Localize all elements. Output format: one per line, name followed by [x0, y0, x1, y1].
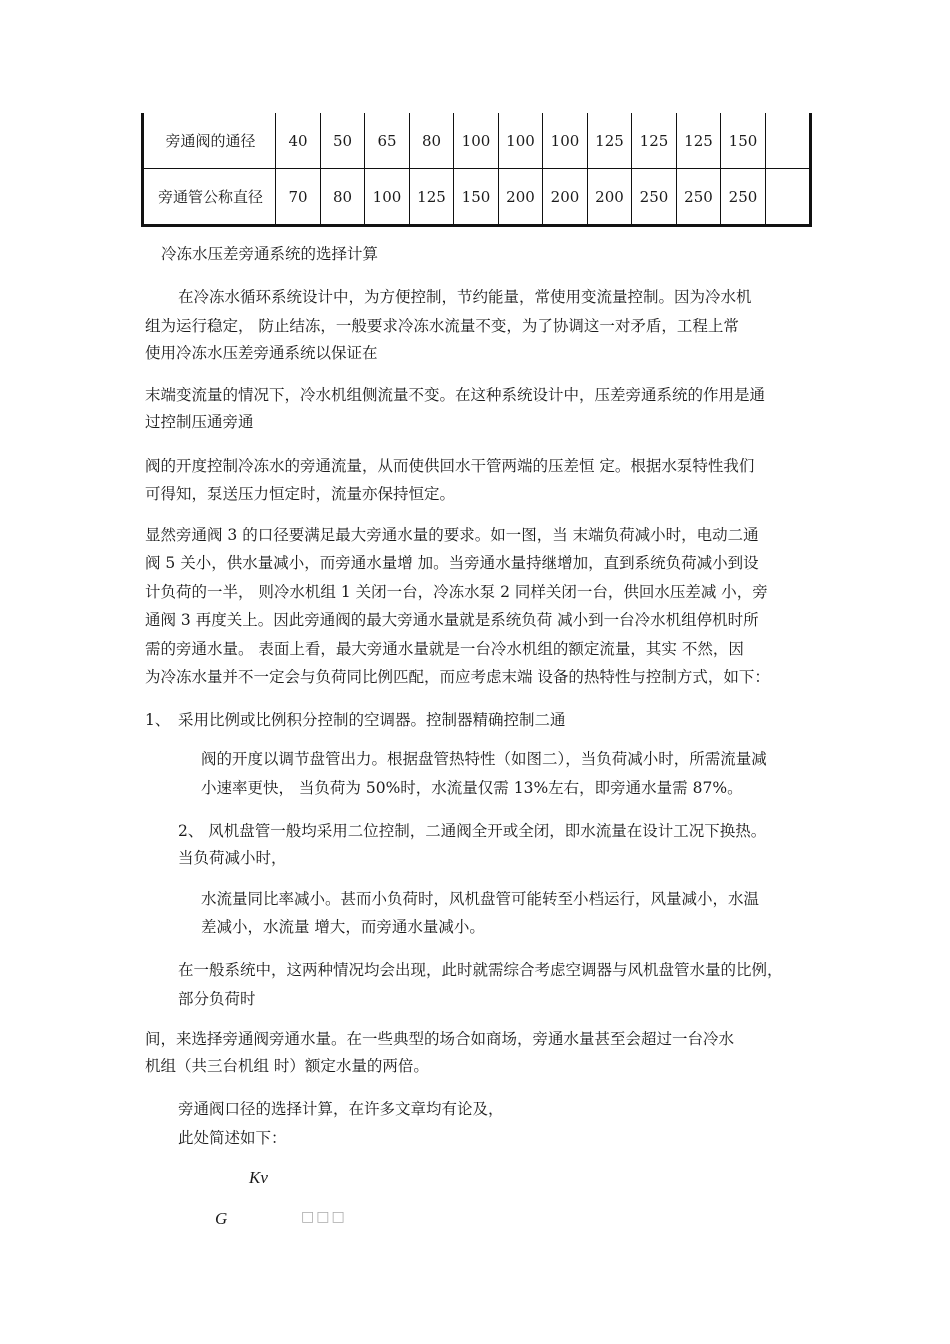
- paragraph-line: 在冷冻水循环系统设计中，为方便控制，节约能量，常使用变流量控制。因为冷水机: [178, 288, 752, 306]
- list-item-text: 2、 风机盘管一般均采用二位控制，二通阀全开或全闭，即水流量在设计工况下换热。: [178, 822, 767, 840]
- paragraph-line: 计负荷的一半， 则冷水机组 1 关闭一台，冷冻水泵 2 同样关闭一台，供回水压差减 小，旁: [145, 583, 768, 601]
- paragraph-line: 组为运行稳定， 防止结冻，一般要求冷冻水流量不变，为了协调这一对矛盾，工程上常: [145, 317, 739, 335]
- paragraph-line: 此处简述如下：: [178, 1129, 287, 1147]
- table-row: [143, 113, 811, 169]
- table-cell: 125: [588, 113, 632, 169]
- table-cell: 65: [365, 113, 410, 169]
- table-cell: 150: [454, 169, 499, 226]
- table-cell: 80: [321, 169, 365, 226]
- table-cell: 200: [499, 169, 543, 226]
- table-cell: 50: [321, 113, 365, 169]
- paragraph-line: 部分负荷时: [178, 990, 256, 1008]
- list-item-text: 采用比例或比例积分控制的空调器。控制器精确控制二通: [178, 711, 566, 729]
- table-cell: 125: [410, 169, 454, 226]
- paragraph-line: 显然旁通阀 3 的口径要满足最大旁通水量的要求。如一图，当 末端负荷减小时，电动二通: [145, 526, 759, 544]
- paragraph-line: 末端变流量的情况下，冷水机组侧流量不变。在这种系统设计中，压差旁通系统的作用是通: [145, 386, 766, 404]
- table-cell: 125: [677, 113, 721, 169]
- paragraph-line: 可得知，泵送压力恒定时，流量亦保持恒定。: [145, 485, 456, 503]
- paragraph-line: 当负荷减小时，: [178, 849, 287, 867]
- table-cell: [766, 169, 811, 226]
- table-cell: 250: [632, 169, 677, 226]
- paragraph-line: 水流量同比率减小。甚而小负荷时，风机盘管可能转至小档运行，风量减小，水温: [201, 890, 760, 908]
- paragraph-line: 间，来选择旁通阀旁通水量。在一些典型的场合如商场，旁通水量甚至会超过一台冷水: [145, 1030, 735, 1048]
- table-cell: 100: [543, 113, 588, 169]
- table-cell: 250: [677, 169, 721, 226]
- table-cell: 150: [721, 113, 766, 169]
- table-cell: 100: [499, 113, 543, 169]
- table-cell: 40: [276, 113, 321, 169]
- paragraph-line: 阀 5 关小，供水量减小，而旁通水量增 加。当旁通水量持继增加，直到系统负荷减小到设: [145, 554, 759, 572]
- paragraph-line: 机组（共三台机组 时）额定水量的两倍。: [145, 1057, 429, 1075]
- table-cell: [766, 113, 811, 169]
- table-cell: 80: [410, 113, 454, 169]
- table-cell: 200: [588, 169, 632, 226]
- paragraph-line: 过控制压通旁通: [145, 413, 254, 431]
- table-cell: 100: [365, 169, 410, 226]
- table-cell: 125: [632, 113, 677, 169]
- paragraph-line: 需的旁通水量。 表面上看，最大旁通水量就是一台冷水机组的额定流量，其实 不然，因: [145, 640, 744, 658]
- paragraph-line: 阀的开度以调节盘管出力。根据盘管热特性（如图二），当负荷减小时，所需流量减: [201, 750, 767, 768]
- table-cell: 70: [276, 169, 321, 226]
- bypass-size-table: [141, 113, 812, 227]
- section-heading: 冷冻水压差旁通系统的选择计算: [161, 245, 379, 263]
- formula-g: G: [215, 1209, 228, 1228]
- table-cell: 200: [543, 169, 588, 226]
- table-cell: 100: [454, 113, 499, 169]
- paragraph-line: 在一般系统中，这两种情况均会出现，此时就需综合考虑空调器与风机盘管水量的比例，: [178, 961, 783, 979]
- paragraph-line: 通阀 3 再度关上。因此旁通阀的最大旁通水量就是系统负荷 减小到一台冷水机组停机时所: [145, 611, 759, 629]
- row-header: 旁通管公称直径: [143, 169, 276, 226]
- paragraph-line: 使用冷冻水压差旁通系统以保证在: [145, 344, 378, 362]
- paragraph-line: 阀的开度控制冷冻水的旁通流量，从而使供回水干管两端的压差恒 定。根据水泵特性我们: [145, 457, 755, 475]
- paragraph-line: 为冷冻水量并不一定会与负荷同比例匹配，而应考虑末端 设备的热特性与控制方式，如下：: [145, 668, 770, 686]
- table-row: [143, 169, 811, 226]
- list-number: 1、: [145, 711, 171, 729]
- row-header: 旁通阀的通径: [143, 113, 276, 169]
- formula-kv: Kv: [249, 1168, 268, 1187]
- paragraph-line: 旁通阀口径的选择计算，在许多文章均有论及，: [178, 1100, 504, 1118]
- table-cell: 250: [721, 169, 766, 226]
- formula-placeholder: □□□: [301, 1209, 347, 1225]
- paragraph-line: 差减小，水流量 增大，而旁通水量减小。: [201, 918, 485, 936]
- paragraph-line: 小速率更快， 当负荷为 50%时，水流量仅需 13%左右，即旁通水量需 87%。: [201, 779, 743, 797]
